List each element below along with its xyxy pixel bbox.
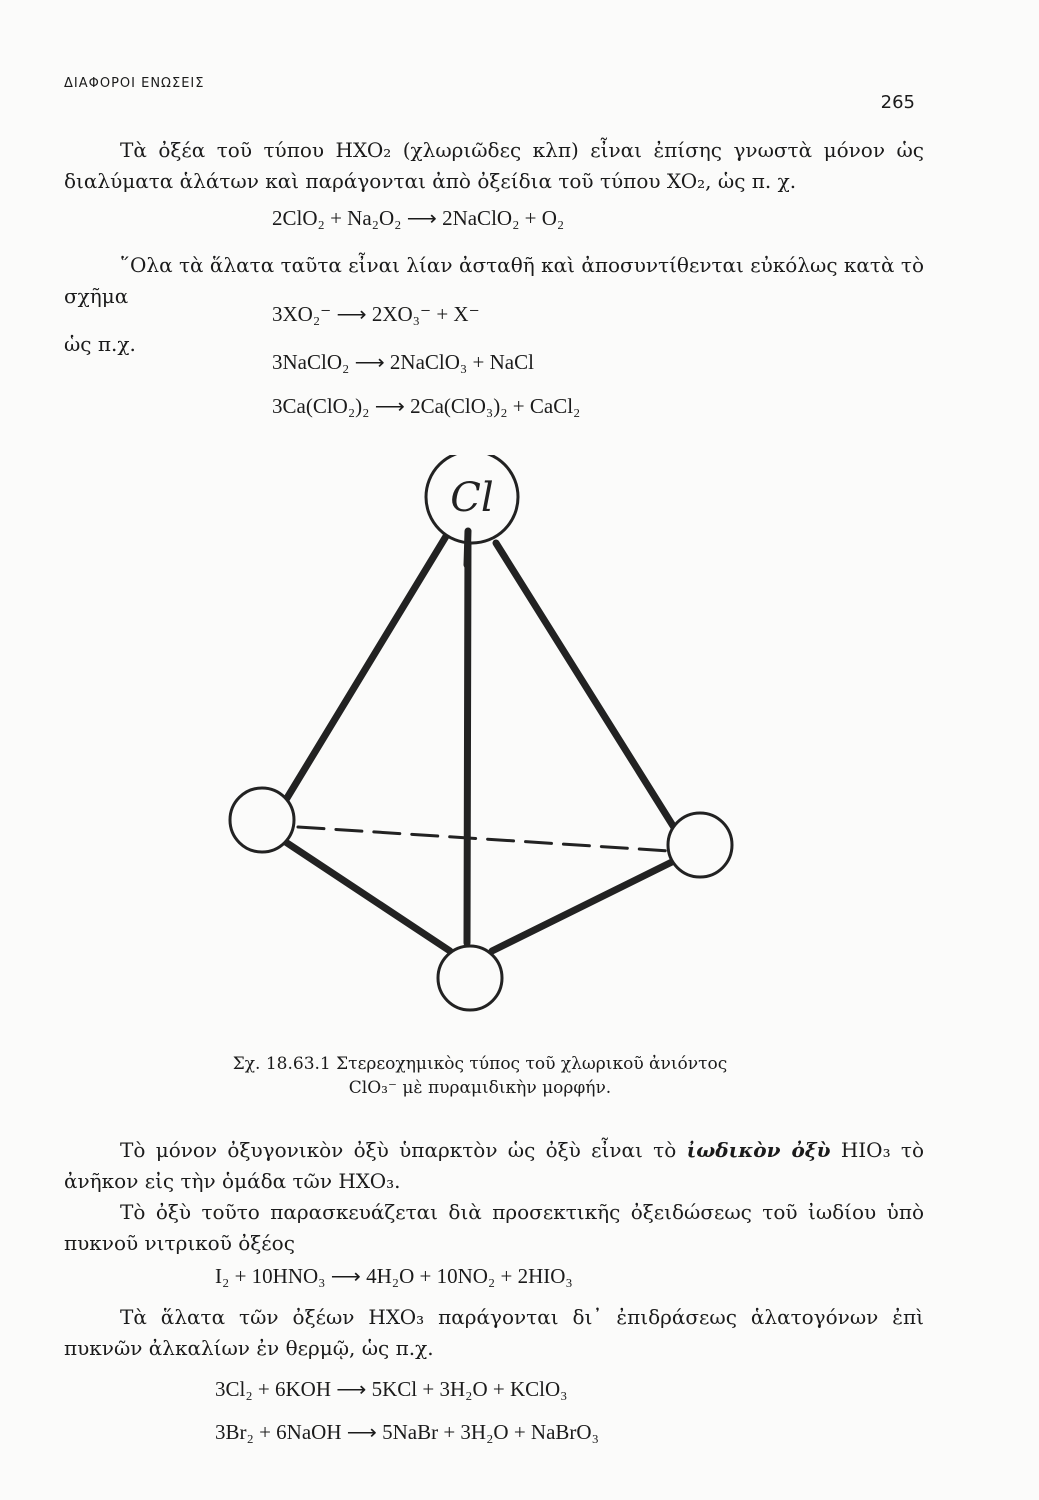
edge-front-right (492, 855, 686, 951)
equation-bromine-naoh: 3Br₂ + 6NaOH ⟶ 5NaBr + 3H₂O + NaBrO₃ (215, 1420, 599, 1444)
oxygen-atom-bottom (438, 946, 502, 1010)
oxygen-atom-right (668, 813, 732, 877)
equation-caclo2: 3Ca(ClO₂)₂ ⟶ 2Ca(ClO₃)₂ + CaCl₂ (272, 394, 581, 418)
caption-line-1: Σχ. 18.63.1 Στερεοχημικὸς τύπος τοῦ χλωρικοῦ ἀνιόντος (232, 1054, 728, 1074)
iodic-acid-term: ἰωδικὸν ὀξὺ (686, 1138, 831, 1162)
paragraph-unstable-salts: ῞Ολα τὰ ἅλατα ταῦτα εἶναι λίαν ἀσταθῆ καὶ ἀποσυντίθενται εὐκόλως κατὰ τὸ σχῆμα (64, 253, 924, 308)
running-header: ΔΙΑΦΟΡΟΙ ΕΝΩΣΕΙΣ (64, 76, 205, 91)
equation-naclo2: 3NaClO₂ ⟶ 2NaClO₃ + NaCl (272, 350, 534, 374)
edge-front-left (272, 833, 450, 951)
bond-line-center (467, 531, 468, 943)
bond-line-right (496, 543, 685, 845)
oxygen-atom-left (230, 788, 294, 852)
equation-general-disproportionation: 3XO₂⁻ ⟶ 2XO₃⁻ + X⁻ (272, 302, 480, 326)
equation-chlorine-koh: 3Cl₂ + 6KOH ⟶ 5KCl + 3H₂O + KClO₃ (215, 1377, 568, 1401)
figure-caption (200, 1052, 760, 1100)
equation-clo2-na2o2: 2ClO₂ + Na₂O₂ ⟶ 2NaClO₂ + O₂ (272, 206, 565, 230)
paragraph-hxo2-acids: Τὰ ὀξέα τοῦ τύπου HXO₂ (χλωριῶδες κλπ) εἶναι ἐπίσης γνωστὰ μόνον ὡς διαλύματα ἁλάτων καὶ παράγονται ἀπὸ ὀξείδια τοῦ τύπου XO₂, ὡς π. χ. (64, 138, 924, 193)
paragraph-preparation: Τὸ ὀξὺ τοῦτο παρασκευάζεται διὰ προσεκτικῆς ὀξειδώσεως τοῦ ἰωδίου ὑπὸ πυκνοῦ νιτρικοῦ ὀξέος (64, 1200, 924, 1255)
caption-line-2: ClO₃⁻ μὲ πυραμιδικὴν μορφήν. (348, 1078, 612, 1098)
iodic-text-before: Τὸ μόνον ὀξυγονικὸν ὀξὺ ὑπαρκτὸν ὡς ὀξὺ εἶναι τὸ (120, 1138, 677, 1162)
chlorate-pyramid-figure (200, 455, 760, 1015)
equation-iodine-nitric: I₂ + 10HNO₃ ⟶ 4H₂O + 10NO₂ + 2HIO₃ (215, 1264, 573, 1288)
iodic-text-after: HIO₃ τὸ ἀνῆκον εἰς τὴν ὁμάδα τῶν HXO₃. (64, 1138, 924, 1193)
edge-back-dashed (298, 827, 670, 851)
paragraph-hxo3-salts: Τὰ ἅλατα τῶν ὀξέων HXO₃ παράγονται δι᾿ ἐπιδράσεως ἁλατογόνων ἐπὶ πυκνῶν ἀλκαλίων ἐν θερμῷ, ὡς π.χ. (64, 1305, 924, 1360)
paragraph-iodic-acid (64, 1135, 924, 1197)
bond-line-left (284, 533, 448, 803)
page-number: 265 (880, 92, 915, 113)
chlorine-atom-label: Cl (450, 475, 494, 521)
example-label: ὡς π.χ. (64, 332, 136, 356)
